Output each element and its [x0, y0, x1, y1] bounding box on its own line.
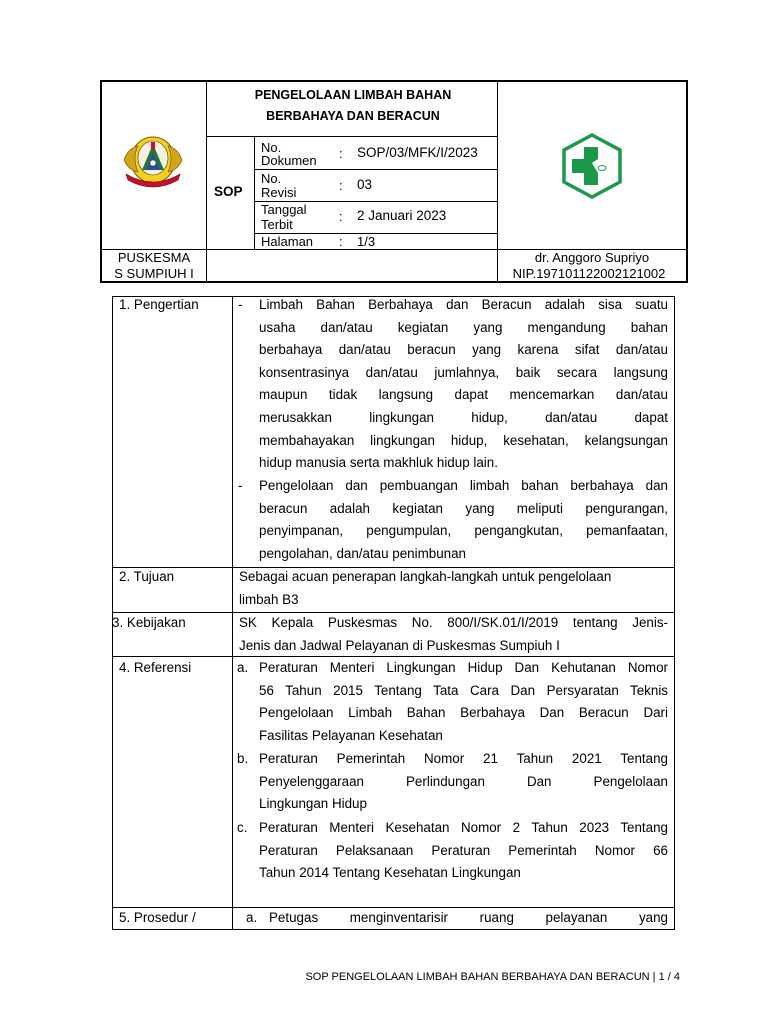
bullet-dash: -: [238, 297, 243, 312]
regency-emblem-icon: [118, 130, 188, 194]
page-value: 1/3: [357, 234, 376, 249]
page-label: Halaman: [261, 234, 314, 249]
text-line: usaha dan/atau kegiatan yang mengandung bahan: [259, 319, 668, 335]
referensi-item-a: [259, 657, 668, 747]
section-label-kebijakan: 3. Kebijakan: [112, 615, 186, 630]
issue-date-label-2: Terbit: [261, 217, 293, 232]
text-line: Penyelenggaraan Perlindungan Dan Pengelolaan: [259, 773, 668, 789]
text-line: penyimpanan, pengumpulan, pengangkutan, pemanfaatan,: [259, 523, 668, 539]
text-line: Peraturan Pemerintah Nomor 21 Tahun 2021 Tentang: [259, 751, 668, 766]
page-colon: :: [339, 234, 343, 249]
text-line: pengolahan, dan/atau penimbunan: [259, 545, 466, 561]
text-line: beracun adalah kegiatan yang meliputi pengurangan,: [259, 500, 668, 516]
text-line: Pengelolaan dan pembuangan limbah bahan berbahaya dan: [259, 478, 668, 493]
doc-number-colon: :: [339, 146, 343, 161]
text-line: Peraturan Menteri Kesehatan Nomor 2 Tahun 2023 Tentang: [259, 820, 668, 835]
page-footer: SOP PENGELOLAAN LIMBAH BAHAN BERBAHAYA DAN BERACUN | 1 / 4: [305, 971, 680, 983]
text-line: Lingkungan Hidup: [259, 796, 367, 812]
list-marker-a: a.: [246, 910, 258, 925]
document-title-line1: PENGELOLAAN LIMBAH BAHAN: [254, 88, 452, 102]
revision-colon: :: [339, 178, 343, 193]
section-label-tujuan: 2. Tujuan: [119, 569, 175, 584]
text-line: Fasilitas Pelayanan Kesehatan: [259, 727, 443, 743]
text-line: berbahaya dan/atau beracun yang karena sifat dan/atau: [259, 342, 668, 358]
issue-date-colon: :: [339, 209, 343, 224]
puskesmas-cross-icon: [558, 133, 626, 199]
organization-name-line2: S SUMPIUH I: [114, 265, 194, 281]
issue-date-label: Tanggal: [261, 202, 307, 217]
text-line: membahayakan lingkungan hidup, kesehatan, kelangsungan: [259, 432, 668, 448]
list-marker-b: b.: [237, 751, 249, 766]
revision-label: No.: [261, 171, 282, 186]
text-line: SK Kepala Puskesmas No. 800/I/SK.01/I/2019 tentang Jenis-: [239, 615, 668, 630]
text-line: Sebagai acuan penerapan langkah-langkah untuk pengelolaan: [239, 569, 612, 584]
prosedur-item-a: [269, 907, 668, 930]
text-line: hidup manusia serta makhluk hidup lain.: [259, 455, 498, 471]
list-marker-a: a.: [237, 660, 249, 675]
bullet-dash: -: [238, 478, 243, 493]
signer-name: dr. Anggoro Supriyo: [534, 250, 650, 265]
text-line: Petugas menginventarisir ruang pelayanan yang: [269, 910, 668, 925]
text-line: Peraturan Pelaksanaan Peraturan Pemerintah Nomor 66: [259, 842, 668, 858]
revision-value: 03: [357, 177, 373, 192]
doc-number-label-2: Dokumen: [261, 153, 317, 168]
text-line: Tahun 2014 Tentang Kesehatan Lingkungan: [259, 865, 521, 881]
issue-date-value: 2 Januari 2023: [357, 208, 447, 223]
organization-name: [102, 250, 206, 281]
text-line: Peraturan Menteri Lingkungan Hidup Dan Kehutanan Nomor: [259, 660, 668, 675]
text-line: konsentrasinya dan/atau jumlahnya, baik secara langsung: [259, 364, 668, 380]
kebijakan-text: [239, 612, 668, 657]
organization-name-line1: PUSKESMA: [117, 250, 191, 265]
list-marker-c: c.: [237, 820, 248, 835]
text-line: maupun tidak langsung dapat mencemarkan dan/atau: [259, 387, 668, 403]
text-line: Pengelolaan Limbah Bahan Berbahaya Dan Beracun Dari: [259, 705, 668, 721]
pengertian-paragraph-1: [259, 294, 668, 475]
document-title-line2: BERBAHAYA DAN BERACUN: [266, 109, 440, 123]
section-label-prosedur: 5. Prosedur /: [119, 910, 196, 925]
pengertian-paragraph-2: [259, 475, 668, 565]
revision-label-2: Revisi: [261, 185, 297, 200]
section-label-referensi: 4. Referensi: [119, 660, 192, 675]
doc-number-label: No.: [261, 140, 282, 155]
text-line: merusakkan lingkungan hidup, dan/atau dapat: [259, 409, 668, 425]
doc-number-value: SOP/03/MFK/I/2023: [357, 145, 478, 160]
signer-nip: NIP.197101122002121002: [512, 265, 666, 281]
text-line: 56 Tahun 2015 Tentang Tata Cara Dan Persyaratan Teknis: [259, 682, 668, 698]
text-line: Limbah Bahan Berbahaya dan Beracun adalah sisa suatu: [259, 297, 668, 312]
section-label-pengertian: 1. Pengertian: [119, 297, 199, 312]
text-line: limbah B3: [239, 591, 299, 607]
sop-label: SOP: [214, 184, 243, 199]
tujuan-text: [239, 566, 668, 611]
referensi-item-c: [259, 817, 668, 885]
referensi-item-b: [259, 748, 668, 816]
text-line: Jenis dan Jadwal Pelayanan di Puskesmas Sumpiuh I: [239, 637, 560, 653]
signer-block: [498, 250, 686, 281]
